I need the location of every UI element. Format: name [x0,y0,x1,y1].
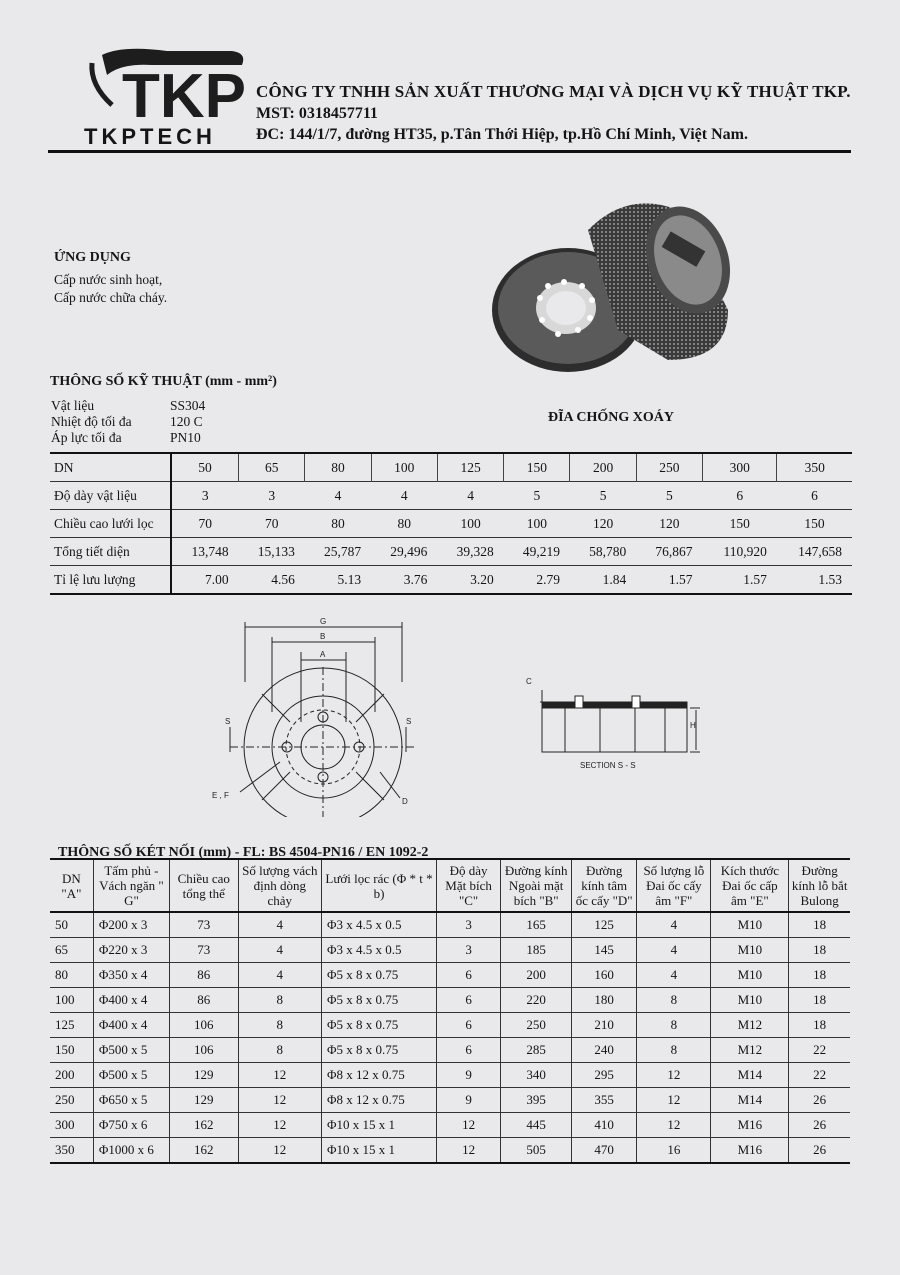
spec-table-cell: 49,219 [504,538,570,566]
connection-table-cell: 6 [436,963,500,988]
spec-value: PN10 [170,430,201,445]
spec-table-cell: 80 [305,510,371,538]
anti-vortex-disk-photo [488,190,738,380]
spec-table-row [50,482,852,510]
spec-table-row-label: Độ dày vật liệu [50,482,171,510]
spec-table-cell: 25,787 [305,538,371,566]
spec-table-cell: 5 [570,482,636,510]
company-address: ĐC: 144/1/7, đường HT35, p.Tân Thới Hiệp, tp.Hồ Chí Minh, Việt Nam. [256,126,748,143]
spec-table-cell: 5 [636,482,702,510]
connection-table-cell: 355 [572,1088,637,1113]
connection-table-cell: M12 [711,1038,789,1063]
connection-table-cell: 12 [238,1088,321,1113]
connection-table-cell: 125 [50,1013,93,1038]
connection-table-header: Đường kính Ngoài mặt bích "B" [501,859,572,912]
connection-table-cell: 250 [50,1088,93,1113]
spec-table-cell: 70 [171,510,239,538]
connection-table-cell: 3 [436,912,500,938]
disk-section-drawing [520,670,710,775]
brand-name: TKPTECH [84,124,216,149]
connection-table-cell: 6 [436,988,500,1013]
spec-table-cell: 7.00 [171,566,239,595]
connection-table-cell: 9 [436,1063,500,1088]
connection-table-cell: 165 [501,912,572,938]
header-divider [48,150,851,153]
connection-table-cell: Φ200 x 3 [93,912,169,938]
spec-value: SS304 [170,398,206,413]
spec-table-cell: 1.57 [703,566,777,595]
spec-table-row-label: Tổng tiết diện [50,538,171,566]
connection-table-cell: 6 [436,1038,500,1063]
connection-table-row [50,988,850,1013]
application-line: Cấp nước sinh hoạt, [54,272,163,287]
spec-table-cell: 3 [239,482,305,510]
spec-table-cell: 120 [636,510,702,538]
connection-table-cell: 8 [637,988,711,1013]
connection-table-header: Đường kính tâm ốc cấy "D" [572,859,637,912]
connection-table-cell: 73 [169,912,238,938]
connection-table-cell: 26 [789,1088,850,1113]
specs-title: THÔNG SỐ KỸ THUẬT (mm - mm²) [50,374,277,389]
dim-ef-label: E , F [212,791,229,800]
connection-table-cell: 8 [637,1038,711,1063]
connection-table-cell: Φ3 x 4.5 x 0.5 [322,938,437,963]
spec-table-cell: 350 [777,453,852,482]
connection-table-cell: Φ1000 x 6 [93,1138,169,1164]
connection-table-cell: 220 [501,988,572,1013]
logo-mark: TKP [122,62,246,131]
connection-table-cell: 395 [501,1088,572,1113]
connection-table-cell: 86 [169,988,238,1013]
dim-a-label: A [320,650,326,659]
connection-table-cell: 350 [50,1138,93,1164]
connection-table-cell: 145 [572,938,637,963]
connection-table-row [50,1113,850,1138]
spec-table-cell: 4 [437,482,503,510]
spec-table-cell: 4.56 [239,566,305,595]
spec-table-cell: 80 [305,453,371,482]
connection-table-cell: Φ500 x 5 [93,1038,169,1063]
spec-table-cell: 1.57 [636,566,702,595]
connection-table-cell: 18 [789,963,850,988]
spec-label: Áp lực tối đa [51,430,122,445]
dim-d-label: D [402,797,408,806]
connection-table-cell: 12 [637,1088,711,1113]
spec-table-row-label: DN [50,453,171,482]
connection-table-cell: Φ3 x 4.5 x 0.5 [322,912,437,938]
connection-table-header: Số lượng vách định dòng chảy [238,859,321,912]
spec-table-cell: 2.79 [504,566,570,595]
spec-table-cell: 58,780 [570,538,636,566]
spec-table-cell: 80 [371,510,437,538]
connection-table-cell: 18 [789,938,850,963]
connection-table-header: Lưới lọc rác (Φ * t * b) [322,859,437,912]
connection-table-header: Độ dày Mặt bích "C" [436,859,500,912]
connection-table-cell: 125 [572,912,637,938]
spec-table-cell: 150 [504,453,570,482]
spec-table-cell: 120 [570,510,636,538]
connection-table-header: Đường kính lỗ bắt Bulong [789,859,850,912]
connection-table-cell: Φ5 x 8 x 0.75 [322,963,437,988]
spec-label: Vật liệu [51,398,95,413]
connection-table-cell: 12 [238,1063,321,1088]
connection-table-cell: 285 [501,1038,572,1063]
connection-table-cell: 4 [238,912,321,938]
spec-table-cell: 125 [437,453,503,482]
spec-table-cell: 65 [239,453,305,482]
spec-table-cell: 1.84 [570,566,636,595]
connection-table-cell: 106 [169,1013,238,1038]
connection-table-cell: 4 [637,963,711,988]
connection-table-cell: Φ5 x 8 x 0.75 [322,1038,437,1063]
connection-table-cell: 65 [50,938,93,963]
connection-table-cell: 18 [789,1013,850,1038]
connection-table-cell: 162 [169,1113,238,1138]
spec-label: Nhiệt độ tối đa [51,414,132,429]
connection-table-header: Số lượng lỗ Đai ốc cấy âm "F" [637,859,711,912]
connection-table-cell: Φ5 x 8 x 0.75 [322,1013,437,1038]
connection-table-cell: M10 [711,938,789,963]
connection-table-row [50,1088,850,1113]
spec-table-cell: 150 [703,510,777,538]
connection-table-cell: 250 [501,1013,572,1038]
spec-table-row [50,566,852,595]
spec-table-cell: 4 [305,482,371,510]
connection-table-cell: Φ500 x 5 [93,1063,169,1088]
connection-table-cell: 4 [637,912,711,938]
connection-table-row [50,938,850,963]
connection-table-cell: 210 [572,1013,637,1038]
connection-table-cell: 340 [501,1063,572,1088]
connection-table-cell: 12 [436,1138,500,1164]
connection-table-row [50,1038,850,1063]
dim-h-label: H [690,721,696,730]
spec-table-cell: 15,133 [239,538,305,566]
connection-table-cell: 410 [572,1113,637,1138]
spec-table-row [50,453,852,482]
company-tax-id: MST: 0318457711 [256,105,378,122]
connection-table-cell: 12 [637,1113,711,1138]
spec-table-cell: 29,496 [371,538,437,566]
disk-plan-drawing [210,612,435,817]
connection-table-cell: 86 [169,963,238,988]
application-line: Cấp nước chữa cháy. [54,290,168,305]
spec-table-cell: 76,867 [636,538,702,566]
company-name: CÔNG TY TNHH SẢN XUẤT THƯƠNG MẠI VÀ DỊCH VỤ KỸ THUẬT TKP. [256,82,851,101]
connection-table-cell: 80 [50,963,93,988]
dim-g-label: G [320,617,327,626]
connection-table-cell: 185 [501,938,572,963]
spec-table-cell: 200 [570,453,636,482]
spec-table-cell: 100 [504,510,570,538]
connection-table-cell: 12 [238,1113,321,1138]
connection-table-cell: 12 [238,1138,321,1164]
connection-table-cell: 8 [637,1013,711,1038]
connection-table-header: DN "A" [50,859,93,912]
spec-table-cell: 300 [703,453,777,482]
spec-table-cell: 5.13 [305,566,371,595]
spec-value: 120 C [170,414,203,429]
spec-table-row-label: Chiều cao lưới lọc [50,510,171,538]
spec-table-cell: 5 [504,482,570,510]
connection-table-cell: 26 [789,1138,850,1164]
connection-table-cell: M16 [711,1138,789,1164]
connection-table-cell: 129 [169,1088,238,1113]
connection-table-cell: 8 [238,1013,321,1038]
connection-table-cell: 18 [789,988,850,1013]
spec-table-cell: 147,658 [777,538,852,566]
connection-table-cell: M10 [711,963,789,988]
connection-table-cell: 3 [436,938,500,963]
spec-table [50,452,852,595]
connection-table-cell: M12 [711,1013,789,1038]
dim-b-label: B [320,632,326,641]
connection-table-cell: 445 [501,1113,572,1138]
spec-table-cell: 250 [636,453,702,482]
spec-table-cell: 3.20 [437,566,503,595]
connection-table-cell: M10 [711,988,789,1013]
spec-table-cell: 100 [371,453,437,482]
connection-table-cell: 22 [789,1038,850,1063]
connection-table-cell: 505 [501,1138,572,1164]
connection-table-cell: 162 [169,1138,238,1164]
spec-table-cell: 70 [239,510,305,538]
spec-table-row [50,538,852,566]
connection-table-cell: 9 [436,1088,500,1113]
spec-table-cell: 1.53 [777,566,852,595]
connection-table-cell: 26 [789,1113,850,1138]
spec-table-row [50,510,852,538]
spec-table-cell: 100 [437,510,503,538]
connection-table-cell: 8 [238,988,321,1013]
connection-table-cell: Φ10 x 15 x 1 [322,1138,437,1164]
connection-table-cell: 300 [50,1113,93,1138]
connection-table-cell: 50 [50,912,93,938]
connection-table-cell: 12 [637,1063,711,1088]
connection-table-cell: Φ400 x 4 [93,1013,169,1038]
section-s-left-label: S [225,717,231,726]
connection-table-cell: 240 [572,1038,637,1063]
connection-table-row [50,1138,850,1164]
connection-table-cell: 4 [238,963,321,988]
product-title: ĐĨA CHỐNG XOÁY [548,410,675,425]
connection-table-cell: 8 [238,1038,321,1063]
section-caption: SECTION S - S [580,761,636,770]
section-s-right-label: S [406,717,412,726]
connection-table-cell: 100 [50,988,93,1013]
connection-table-row [50,1063,850,1088]
connection-table-cell: 6 [436,1013,500,1038]
spec-table-cell: 6 [703,482,777,510]
connection-table-cell: Φ650 x 5 [93,1088,169,1113]
connection-table-cell: Φ8 x 12 x 0.75 [322,1063,437,1088]
spec-table-cell: 3 [171,482,239,510]
connection-table-cell: Φ10 x 15 x 1 [322,1113,437,1138]
connection-table-cell: 200 [501,963,572,988]
connection-table-cell: M10 [711,912,789,938]
connection-table-cell: M14 [711,1063,789,1088]
spec-table-cell: 50 [171,453,239,482]
connection-table-cell: Φ220 x 3 [93,938,169,963]
connection-table-cell: 4 [637,938,711,963]
spec-table-cell: 13,748 [171,538,239,566]
connection-table-cell: 16 [637,1138,711,1164]
connection-table-cell: 470 [572,1138,637,1164]
connection-table-header: Chiều cao tổng thể [169,859,238,912]
connection-table-cell: 129 [169,1063,238,1088]
spec-table-cell: 150 [777,510,852,538]
connection-table-cell: 160 [572,963,637,988]
connection-table-title: THÔNG SỐ KÉT NỐI (mm) - FL: BS 4504-PN16 / EN 1092-2 [58,845,429,860]
spec-table-cell: 110,920 [703,538,777,566]
connection-table-cell: 18 [789,912,850,938]
connection-table-header: Kích thước Đai ốc cấp âm "E" [711,859,789,912]
spec-table-cell: 4 [371,482,437,510]
connection-table-cell: M16 [711,1113,789,1138]
spec-table-row-label: Tỉ lệ lưu lượng [50,566,171,595]
connection-table-cell: Φ750 x 6 [93,1113,169,1138]
connection-table-cell: 12 [436,1113,500,1138]
spec-table-cell: 3.76 [371,566,437,595]
connection-table-cell: M14 [711,1088,789,1113]
connection-table-row [50,1013,850,1038]
connection-table-cell: Φ350 x 4 [93,963,169,988]
connection-table-cell: 106 [169,1038,238,1063]
connection-table [50,858,850,1164]
connection-table-cell: 200 [50,1063,93,1088]
application-title: ỨNG DỤNG [54,250,131,265]
connection-table-header: Tấm phủ - Vách ngăn " G" [93,859,169,912]
connection-table-cell: 180 [572,988,637,1013]
spec-table-cell: 39,328 [437,538,503,566]
spec-table-cell: 6 [777,482,852,510]
connection-table-cell: 22 [789,1063,850,1088]
connection-table-row [50,963,850,988]
connection-table-row [50,912,850,938]
dim-c-label: C [526,677,532,686]
connection-table-cell: Φ400 x 4 [93,988,169,1013]
connection-table-cell: 295 [572,1063,637,1088]
connection-table-cell: Φ5 x 8 x 0.75 [322,988,437,1013]
connection-table-cell: 73 [169,938,238,963]
connection-table-cell: 4 [238,938,321,963]
connection-table-cell: 150 [50,1038,93,1063]
connection-table-cell: Φ8 x 12 x 0.75 [322,1088,437,1113]
